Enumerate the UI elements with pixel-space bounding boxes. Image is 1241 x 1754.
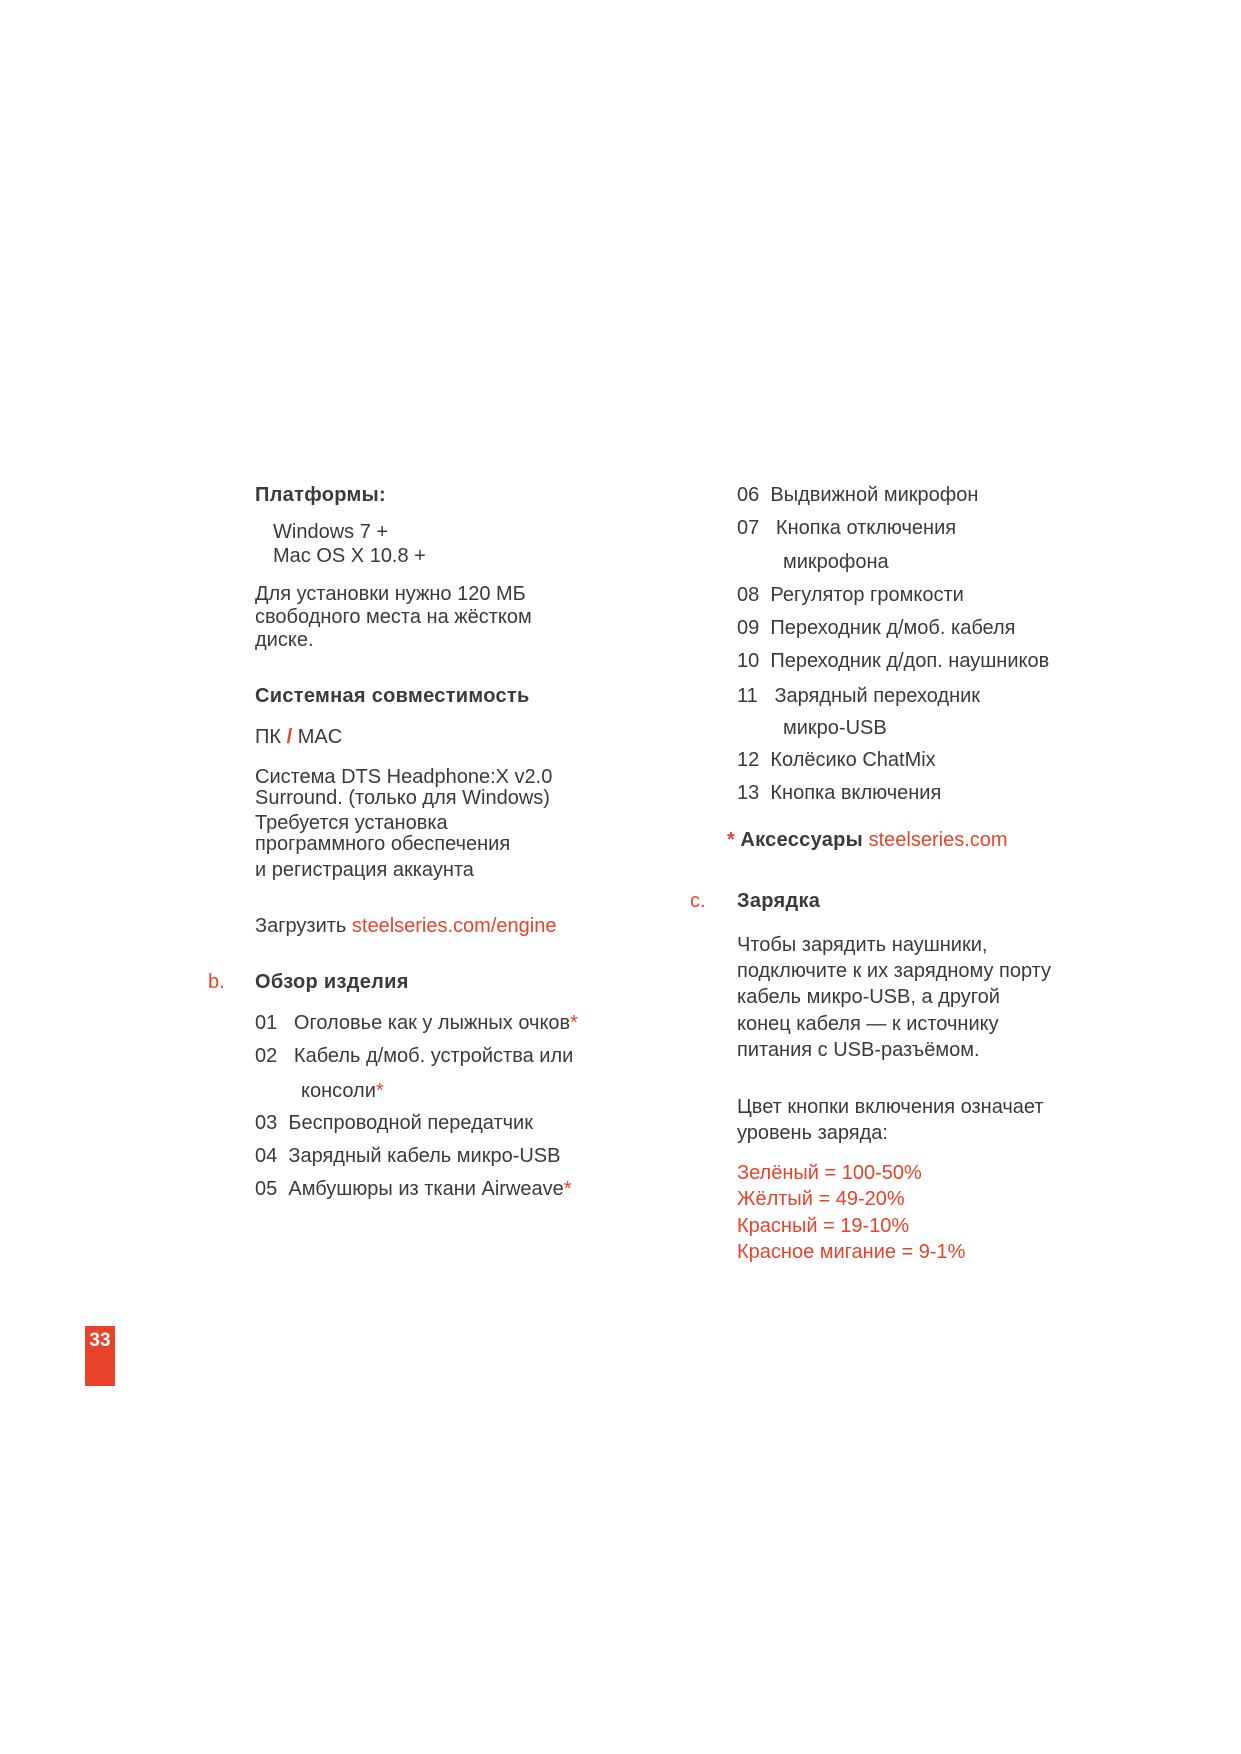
level-yellow: Жёлтый = 49-20% — [737, 1188, 905, 1210]
section-c-heading: Зарядка — [737, 890, 821, 912]
req-line-1: Требуется установка — [255, 812, 448, 834]
color-line-1: Цвет кнопки включения означает — [737, 1096, 1044, 1118]
list-item-04 — [255, 1145, 560, 1168]
item-number: 07 — [737, 517, 760, 539]
list-item-13 — [737, 782, 941, 805]
section-b-heading: Обзор изделия — [255, 971, 409, 993]
item-text: Выдвижной микрофон — [770, 484, 979, 506]
item-text: Переходник д/доп. наушников — [770, 650, 1050, 672]
list-item-07-cont: микрофона — [783, 551, 889, 573]
req-line-3: и регистрация аккаунта — [255, 859, 474, 881]
item-text: Кнопка включения — [770, 782, 942, 804]
item-number: 09 — [737, 617, 760, 639]
item-text: Оголовье как у лыжных очков — [293, 1012, 571, 1034]
list-item-07 — [737, 517, 956, 540]
list-item-06 — [737, 484, 978, 507]
list-item-10 — [737, 650, 1049, 673]
item-text-cont: консоли — [301, 1080, 376, 1102]
accessories-line — [727, 829, 1008, 852]
charge-line-4: конец кабеля — к источнику — [737, 1013, 999, 1035]
accessories-label: Аксессуары — [740, 829, 864, 851]
item-star: * — [375, 1080, 384, 1102]
item-text: Колёсико ChatMix — [770, 749, 936, 771]
item-text: Кнопка отключения — [775, 517, 957, 539]
install-line-3: диске. — [255, 629, 314, 651]
item-number: 01 — [255, 1012, 278, 1034]
compat-mac: MAC — [297, 726, 343, 748]
list-item-01 — [255, 1012, 578, 1035]
item-number: 13 — [737, 782, 760, 804]
compat-heading: Системная совместимость — [255, 685, 530, 707]
list-item-08 — [737, 584, 964, 607]
list-item-02 — [255, 1045, 573, 1068]
item-number: 06 — [737, 484, 760, 506]
item-text: Зарядный переходник — [774, 685, 981, 707]
list-item-09 — [737, 617, 1016, 640]
item-number: 12 — [737, 749, 760, 771]
platforms-heading: Платформы: — [255, 484, 386, 506]
section-c-letter: c. — [690, 890, 706, 912]
list-item-12 — [737, 749, 936, 772]
color-line-2: уровень заряда: — [737, 1122, 888, 1144]
accessories-star: * — [727, 829, 735, 851]
list-item-11 — [737, 685, 980, 708]
platform-mac: Mac OS X 10.8 + — [273, 545, 426, 567]
accessories-link[interactable]: steelseries.com — [868, 829, 1008, 851]
download-line — [255, 915, 556, 938]
item-number: 04 — [255, 1145, 278, 1167]
item-number: 11 — [737, 685, 758, 707]
list-item-11-cont: микро-USB — [783, 717, 887, 739]
charge-line-3: кабель микро-USB, а другой — [737, 986, 1000, 1008]
level-red-blink: Красное мигание = 9-1% — [737, 1241, 966, 1263]
charge-line-1: Чтобы зарядить наушники, — [737, 934, 988, 956]
list-item-02-cont — [301, 1080, 384, 1103]
level-red: Красный = 19-10% — [737, 1215, 910, 1237]
compat-slash: / — [286, 726, 293, 748]
item-number: 08 — [737, 584, 760, 606]
item-text: Зарядный кабель микро-USB — [288, 1145, 561, 1167]
list-item-05 — [255, 1178, 572, 1201]
install-line-2: свободного места на жёстком — [255, 606, 532, 628]
charge-line-5: питания с USB-разъёмом. — [737, 1039, 980, 1061]
req-line-2: программного обеспечения — [255, 833, 511, 855]
section-b-letter: b. — [208, 971, 225, 993]
page-number: 33 — [85, 1326, 115, 1386]
item-text: Амбушюры из ткани Airweave — [288, 1178, 564, 1200]
install-line-1: Для установки нужно 120 МБ — [255, 583, 526, 605]
item-text: Регулятор громкости — [770, 584, 964, 606]
compat-line — [255, 726, 342, 749]
item-number: 03 — [255, 1112, 278, 1134]
item-star: * — [570, 1012, 578, 1034]
item-text: Беспроводной передатчик — [288, 1112, 533, 1134]
dts-line-1: Система DTS Headphone:X v2.0 — [255, 766, 553, 788]
item-number: 10 — [737, 650, 760, 672]
platform-windows: Windows 7 + — [273, 521, 389, 543]
item-text: Кабель д/моб. устройства или — [293, 1045, 574, 1067]
item-star: * — [563, 1178, 572, 1200]
compat-pc: ПК — [255, 726, 282, 748]
item-number: 05 — [255, 1178, 278, 1200]
charge-line-2: подключите к их зарядному порту — [737, 960, 1052, 982]
level-green: Зелёный = 100-50% — [737, 1162, 922, 1184]
dts-line-2: Surround. (только для Windows) — [255, 787, 550, 809]
download-link[interactable]: steelseries.com/engine — [351, 915, 557, 937]
item-number: 02 — [255, 1045, 278, 1067]
list-item-03 — [255, 1112, 533, 1135]
item-text: Переходник д/моб. кабеля — [770, 617, 1016, 639]
download-label: Загрузить — [255, 915, 347, 937]
